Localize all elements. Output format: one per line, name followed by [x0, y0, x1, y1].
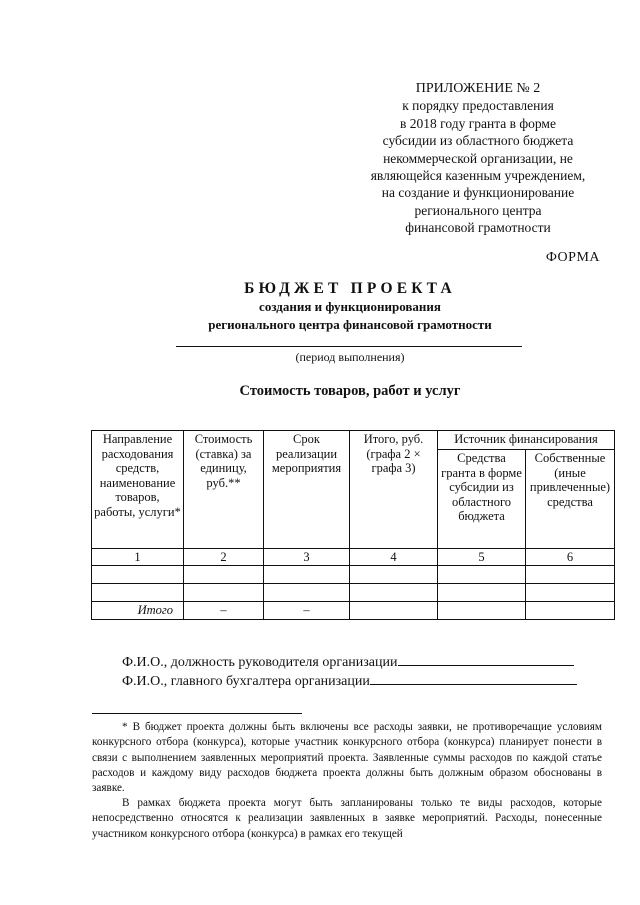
- footnote-1-text: * В бюджет проекта должны быть включены все расходы заявки, не противоречащие условиям конкурсного отбора (конкурса), которые участник конкурсного отбора (конкурса) планирует понести в связи с выполнением заявленных мероприятий проекта. Заявленные суммы расходов по каждой статье расходов и каждому виду расходов бюджета проекта должны быть должным образом обоснованы в заявке.: [92, 721, 602, 795]
- appendix-line: на создание и функционирование: [381, 185, 575, 201]
- footnote-divider: [92, 713, 302, 714]
- table-cell[interactable]: [438, 566, 526, 584]
- appendix-line: некоммерческой организации, не: [383, 150, 573, 166]
- total-cell[interactable]: [438, 602, 526, 620]
- table-cell[interactable]: [92, 566, 184, 584]
- footnote-1: [92, 720, 602, 796]
- table-cell[interactable]: [92, 584, 184, 602]
- document-subtitle-2: регионального центра финансовой грамотности: [208, 317, 492, 332]
- total-cell[interactable]: [526, 602, 615, 620]
- column-number: 3: [264, 549, 350, 566]
- column-number: 1: [92, 549, 184, 566]
- table-cell[interactable]: [264, 584, 350, 602]
- column-number: 5: [438, 549, 526, 566]
- signature-accountant-line[interactable]: [370, 672, 577, 685]
- appendix-line: финансовой грамотности: [405, 220, 551, 236]
- appendix-header: [350, 80, 606, 237]
- section-title: Стоимость товаров, работ и услуг: [239, 383, 461, 399]
- table-row: [92, 549, 615, 566]
- appendix-title: ПРИЛОЖЕНИЕ № 2: [415, 81, 541, 96]
- appendix-line: являющейся казенным учреждением,: [370, 168, 586, 184]
- column-number: 4: [350, 549, 438, 566]
- table-cell[interactable]: [184, 566, 264, 584]
- document-subtitle-1: создания и функционирования: [259, 299, 441, 314]
- column-number: 2: [184, 549, 264, 566]
- table-row: [92, 566, 615, 584]
- total-label: Итого: [92, 602, 184, 620]
- total-dash: –: [184, 602, 264, 620]
- table-cell[interactable]: [350, 566, 438, 584]
- total-cell[interactable]: [350, 602, 438, 620]
- period-caption: (период выполнения): [295, 350, 405, 364]
- signature-accountant: [122, 672, 577, 690]
- footnote-2-text: В рамках бюджета проекта могут быть запланированы только те виды расходов, которые непосредственно относятся к реализации заявленных в заявке мероприятий. Расходы, понесенные участником конкурсного отбора (конкурса) в рамках его текущей: [92, 797, 602, 840]
- header-unit-cost: Стоимость (ставка) за единицу, руб.**: [184, 431, 264, 549]
- table-cell[interactable]: [184, 584, 264, 602]
- form-label: ФОРМА: [545, 250, 600, 265]
- header-direction: Направление расходования средств, наименование товаров, работы, услуги*: [92, 431, 184, 549]
- signature-head: [122, 653, 574, 671]
- appendix-line: субсидии из областного бюджета: [382, 133, 574, 149]
- table-cell[interactable]: [264, 566, 350, 584]
- footnote-2: [92, 796, 602, 842]
- table-row: [92, 584, 615, 602]
- header-grant-funds: Средства гранта в форме субсидии из областного бюджета: [438, 450, 526, 549]
- table-cell[interactable]: [350, 584, 438, 602]
- header-term: Срок реализации мероприятия: [264, 431, 350, 549]
- header-total: Итого, руб. (графа 2 × графа 3): [350, 431, 438, 549]
- period-fill-line[interactable]: [176, 346, 522, 347]
- table-cell[interactable]: [438, 584, 526, 602]
- appendix-line: в 2018 году гранта в форме: [400, 115, 556, 131]
- signature-head-line[interactable]: [398, 653, 574, 666]
- budget-table: [91, 430, 615, 620]
- column-number: 6: [526, 549, 615, 566]
- appendix-line: к порядку предоставления: [402, 98, 554, 114]
- document-title: БЮДЖЕТ ПРОЕКТА: [244, 280, 456, 297]
- total-dash: –: [264, 602, 350, 620]
- header-funding-source: Источник финансирования: [438, 431, 615, 450]
- appendix-line: регионального центра: [414, 202, 542, 218]
- signature-head-label: Ф.И.О., должность руководителя организации: [122, 655, 398, 670]
- header-own-funds: Собственные (иные привлеченные) средства: [526, 450, 615, 549]
- table-cell[interactable]: [526, 566, 615, 584]
- table-cell[interactable]: [526, 584, 615, 602]
- total-row: [92, 602, 615, 620]
- signature-accountant-label: Ф.И.О., главного бухгалтера организации: [122, 674, 370, 689]
